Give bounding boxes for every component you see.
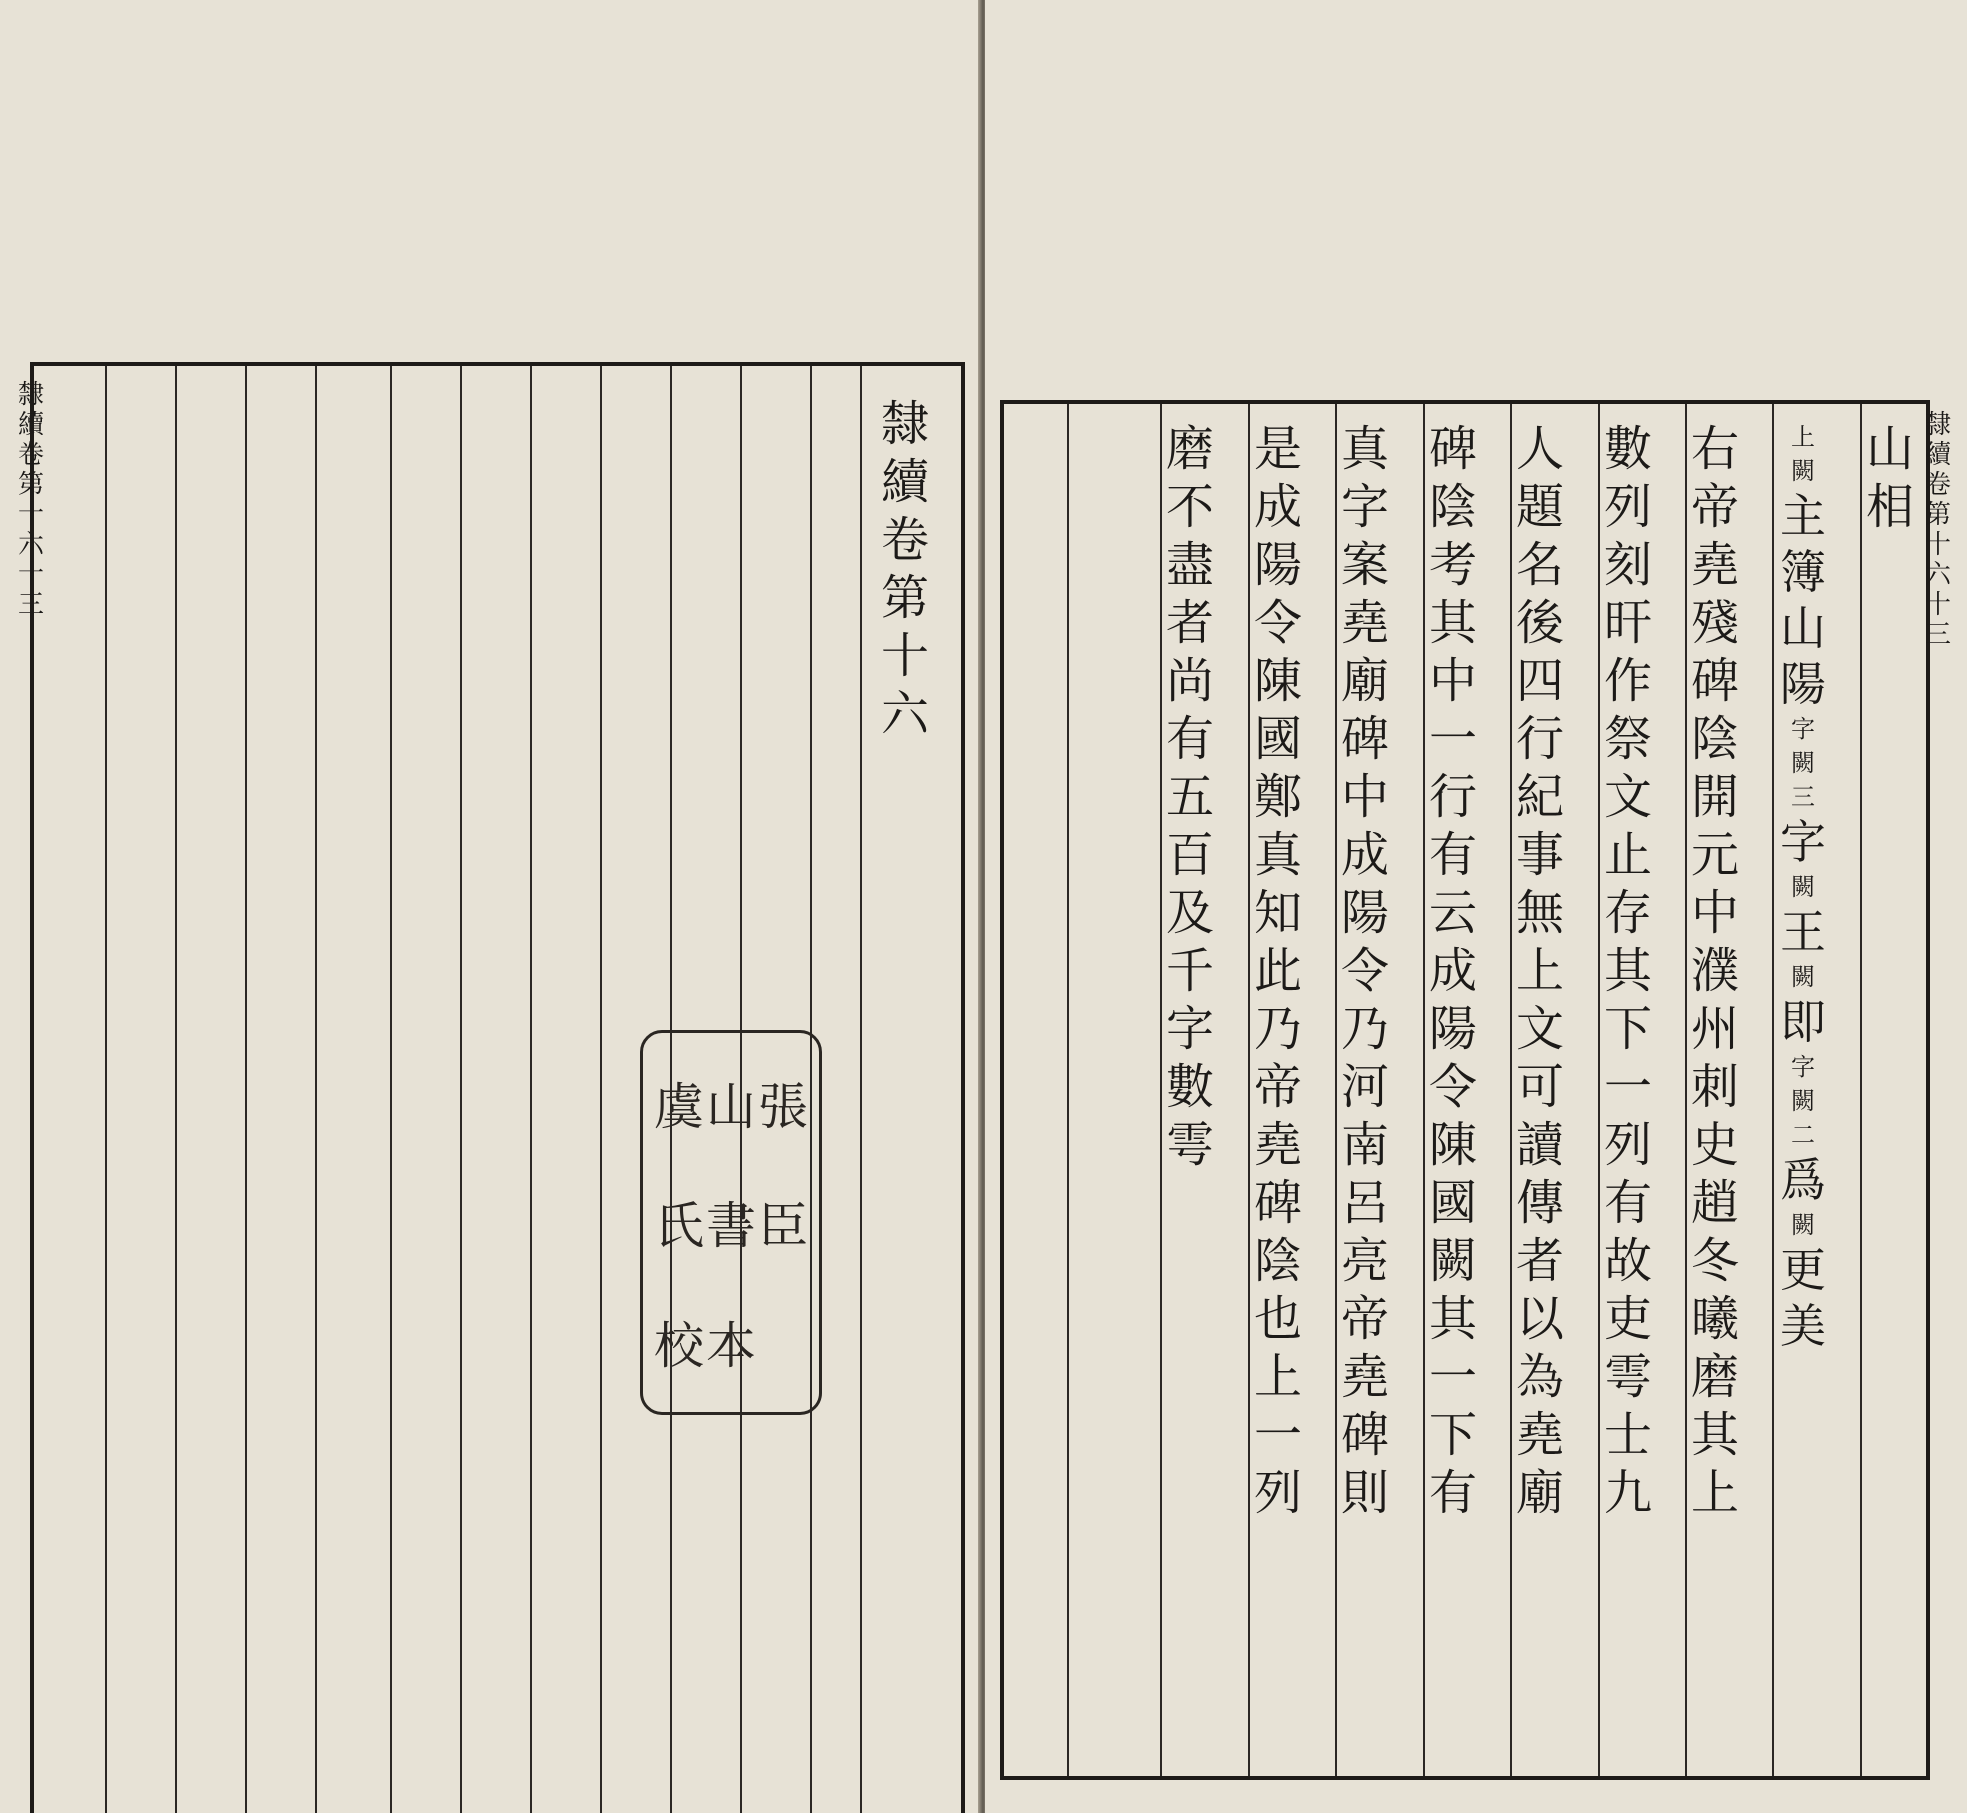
glyph: 國	[1253, 711, 1302, 767]
left-page	[0, 0, 980, 1813]
glyph: 乃	[1253, 1001, 1302, 1057]
glyph: 十	[17, 560, 44, 590]
text-column	[1250, 420, 1306, 1522]
annotation-glyph: 二	[1791, 1121, 1815, 1149]
glyph: 碑	[1253, 1175, 1302, 1231]
glyph: 磨	[1165, 421, 1214, 477]
glyph: 千	[1165, 943, 1214, 999]
seal-glyph: 校	[654, 1317, 704, 1376]
glyph: 數	[1603, 421, 1652, 477]
glyph: 右	[1690, 421, 1739, 477]
column-rule	[175, 366, 177, 1813]
seal-glyph: 書	[706, 1197, 756, 1256]
glyph: 一	[1428, 1349, 1477, 1405]
glyph: 者	[1515, 1233, 1564, 1289]
glyph: 是	[1253, 421, 1302, 477]
glyph: 字	[1780, 815, 1826, 869]
annotation-glyph: 三	[1791, 783, 1815, 811]
glyph: 考	[1428, 537, 1477, 593]
glyph: 其	[1603, 943, 1652, 999]
glyph: 堯	[1690, 537, 1739, 593]
annotation-glyph: 字	[1791, 715, 1815, 743]
glyph: 陽	[1253, 537, 1302, 593]
glyph: 下	[1603, 1001, 1652, 1057]
glyph: 碑	[1340, 1407, 1389, 1463]
glyph: 十	[17, 500, 44, 530]
annotation-glyph: 上	[1791, 423, 1815, 451]
glyph: 故	[1603, 1233, 1652, 1289]
glyph: 碑	[1690, 653, 1739, 709]
right-page	[985, 0, 1967, 1813]
annotation-glyph: 闕	[1791, 749, 1815, 777]
glyph: 亮	[1340, 1233, 1389, 1289]
glyph: 十	[1924, 590, 1951, 620]
column-rule	[1067, 404, 1069, 1776]
glyph: 其	[1428, 595, 1477, 651]
glyph: 為	[1515, 1349, 1564, 1405]
glyph: 真	[1253, 827, 1302, 883]
glyph: 陰	[1253, 1233, 1302, 1289]
right-edge-fragment	[1923, 410, 1953, 650]
glyph: 主	[1780, 489, 1826, 543]
glyph: 隸	[880, 396, 929, 452]
glyph: 旰	[1603, 595, 1652, 651]
glyph: 其	[1428, 1291, 1477, 1347]
glyph: 陽	[1428, 1001, 1477, 1057]
left-page-frame	[30, 362, 965, 1813]
column-rule	[460, 366, 462, 1813]
glyph: 續	[17, 410, 44, 440]
left-edge-fragment	[16, 380, 46, 620]
glyph: 有	[1428, 827, 1477, 883]
glyph: 殘	[1690, 595, 1739, 651]
glyph: 文	[1515, 1001, 1564, 1057]
column-rule	[105, 366, 107, 1813]
glyph: 陰	[1428, 479, 1477, 535]
glyph: 云	[1428, 885, 1477, 941]
annotation-glyph: 闕	[1791, 457, 1815, 485]
glyph: 河	[1340, 1059, 1389, 1115]
glyph: 堯	[1253, 1117, 1302, 1173]
glyph: 刺	[1690, 1059, 1739, 1115]
glyph: 吏	[1603, 1291, 1652, 1347]
glyph: 盡	[1165, 537, 1214, 593]
glyph: 成	[1253, 479, 1302, 535]
glyph: 可	[1515, 1059, 1564, 1115]
glyph: 三	[1924, 620, 1951, 650]
glyph: 作	[1603, 653, 1652, 709]
glyph: 其	[1690, 1407, 1739, 1463]
annotation-glyph: 闕	[1791, 1211, 1815, 1239]
column-rule	[245, 366, 247, 1813]
glyph: 有	[1428, 1465, 1477, 1521]
glyph: 卷	[17, 440, 44, 470]
glyph: 相	[1865, 479, 1914, 535]
glyph: 南	[1340, 1117, 1389, 1173]
glyph: 續	[880, 454, 929, 510]
text-column	[1425, 420, 1481, 1522]
glyph: 磨	[1690, 1349, 1739, 1405]
glyph: 中	[1428, 653, 1477, 709]
glyph: 美	[1780, 1299, 1826, 1353]
glyph: 開	[1690, 769, 1739, 825]
glyph: 山	[1780, 601, 1826, 655]
text-column	[1512, 420, 1568, 1522]
glyph: 卷	[880, 512, 929, 568]
glyph: 陽	[1780, 657, 1826, 711]
text-column	[1862, 420, 1918, 536]
glyph: 人	[1515, 421, 1564, 477]
glyph: 名	[1515, 537, 1564, 593]
text-column	[1162, 420, 1218, 1174]
seal-glyph: 臣	[758, 1197, 808, 1256]
glyph: 帝	[1690, 479, 1739, 535]
glyph: 則	[1340, 1465, 1389, 1521]
glyph: 雩	[1603, 1349, 1652, 1405]
glyph: 州	[1690, 1001, 1739, 1057]
glyph: 讀	[1515, 1117, 1564, 1173]
glyph: 碑	[1428, 421, 1477, 477]
glyph: 一	[1253, 1407, 1302, 1463]
glyph: 士	[1603, 1407, 1652, 1463]
column-rule	[530, 366, 532, 1813]
glyph: 隸	[17, 380, 44, 410]
glyph: 中	[1340, 769, 1389, 825]
glyph: 曦	[1690, 1291, 1739, 1347]
glyph: 九	[1603, 1465, 1652, 1521]
glyph: 一	[1428, 711, 1477, 767]
glyph: 令	[1428, 1059, 1477, 1115]
glyph: 雩	[1165, 1117, 1214, 1173]
glyph: 上	[1515, 943, 1564, 999]
glyph: 元	[1690, 827, 1739, 883]
glyph: 以	[1515, 1291, 1564, 1347]
glyph: 事	[1515, 827, 1564, 883]
glyph: 數	[1165, 1059, 1214, 1115]
glyph: 陳	[1253, 653, 1302, 709]
glyph: 第	[1924, 500, 1951, 530]
glyph: 列	[1253, 1465, 1302, 1521]
glyph: 五	[1165, 769, 1214, 825]
glyph: 帝	[1340, 1291, 1389, 1347]
text-column	[1600, 420, 1656, 1522]
glyph: 後	[1515, 595, 1564, 651]
glyph: 真	[1340, 421, 1389, 477]
glyph: 傳	[1515, 1175, 1564, 1231]
glyph: 陽	[1340, 885, 1389, 941]
glyph: 祭	[1603, 711, 1652, 767]
glyph: 三	[17, 590, 44, 620]
glyph: 更	[1780, 1243, 1826, 1297]
glyph: 鄭	[1253, 769, 1302, 825]
column-rule	[390, 366, 392, 1813]
glyph: 成	[1340, 827, 1389, 883]
glyph: 簿	[1780, 545, 1826, 599]
glyph: 王	[1780, 905, 1826, 959]
seal-glyph: 張	[758, 1077, 808, 1136]
volume-title-column	[877, 395, 933, 743]
glyph: 字	[1165, 1001, 1214, 1057]
glyph: 有	[1165, 711, 1214, 767]
collector-seal	[640, 1030, 822, 1415]
glyph: 帝	[1253, 1059, 1302, 1115]
glyph: 上	[1253, 1349, 1302, 1405]
glyph: 陳	[1428, 1117, 1477, 1173]
glyph: 廟	[1340, 653, 1389, 709]
glyph: 四	[1515, 653, 1564, 709]
glyph: 堯	[1515, 1407, 1564, 1463]
glyph: 第	[17, 470, 44, 500]
glyph: 百	[1165, 827, 1214, 883]
annotation-glyph: 闕	[1791, 1087, 1815, 1115]
column-rule	[860, 366, 862, 1813]
glyph: 乃	[1340, 1001, 1389, 1057]
glyph: 隸	[1924, 410, 1951, 440]
glyph: 刻	[1603, 537, 1652, 593]
glyph: 紀	[1515, 769, 1564, 825]
glyph: 闕	[1428, 1233, 1477, 1289]
glyph: 國	[1428, 1175, 1477, 1231]
glyph: 不	[1165, 479, 1214, 535]
glyph: 有	[1603, 1175, 1652, 1231]
glyph: 碑	[1340, 711, 1389, 767]
glyph: 呂	[1340, 1175, 1389, 1231]
text-column	[1337, 420, 1393, 1522]
column-rule	[1860, 404, 1862, 1776]
glyph: 知	[1253, 885, 1302, 941]
glyph: 及	[1165, 885, 1214, 941]
text-column	[1775, 420, 1831, 1354]
glyph: 無	[1515, 885, 1564, 941]
glyph: 十	[1924, 530, 1951, 560]
seal-glyph: 虞	[654, 1077, 704, 1136]
glyph: 下	[1428, 1407, 1477, 1463]
glyph: 行	[1428, 769, 1477, 825]
annotation-glyph: 字	[1791, 1053, 1815, 1081]
glyph: 卷	[1924, 470, 1951, 500]
glyph: 者	[1165, 595, 1214, 651]
glyph: 十	[880, 628, 929, 684]
glyph: 中	[1690, 885, 1739, 941]
glyph: 字	[1340, 479, 1389, 535]
glyph: 文	[1603, 769, 1652, 825]
glyph: 趙	[1690, 1175, 1739, 1231]
column-rule	[600, 366, 602, 1813]
glyph: 令	[1340, 943, 1389, 999]
glyph: 行	[1515, 711, 1564, 767]
glyph: 列	[1603, 1117, 1652, 1173]
seal-glyph: 山	[706, 1077, 756, 1136]
column-rule	[1772, 404, 1774, 1776]
glyph: 第	[880, 570, 929, 626]
glyph: 即	[1780, 995, 1826, 1049]
seal-glyph: 氏	[654, 1197, 704, 1256]
annotation-glyph: 闕	[1791, 873, 1815, 901]
glyph: 此	[1253, 943, 1302, 999]
glyph: 六	[1924, 560, 1951, 590]
glyph: 一	[1603, 1059, 1652, 1115]
annotation-glyph: 闕	[1791, 963, 1815, 991]
glyph: 尚	[1165, 653, 1214, 709]
glyph: 續	[1924, 440, 1951, 470]
glyph: 成	[1428, 943, 1477, 999]
glyph: 令	[1253, 595, 1302, 651]
glyph: 冬	[1690, 1233, 1739, 1289]
glyph: 爲	[1780, 1153, 1826, 1207]
glyph: 陰	[1690, 711, 1739, 767]
glyph: 六	[880, 686, 929, 742]
glyph: 存	[1603, 885, 1652, 941]
glyph: 廟	[1515, 1465, 1564, 1521]
glyph: 史	[1690, 1117, 1739, 1173]
glyph: 上	[1690, 1465, 1739, 1521]
seal-glyph: 本	[706, 1317, 756, 1376]
column-rule	[315, 366, 317, 1813]
glyph: 止	[1603, 827, 1652, 883]
glyph: 山	[1865, 421, 1914, 477]
glyph: 題	[1515, 479, 1564, 535]
text-column	[1687, 420, 1743, 1522]
glyph: 也	[1253, 1291, 1302, 1347]
glyph: 案	[1340, 537, 1389, 593]
glyph: 六	[17, 530, 44, 560]
glyph: 列	[1603, 479, 1652, 535]
glyph: 堯	[1340, 595, 1389, 651]
glyph: 堯	[1340, 1349, 1389, 1405]
glyph: 濮	[1690, 943, 1739, 999]
